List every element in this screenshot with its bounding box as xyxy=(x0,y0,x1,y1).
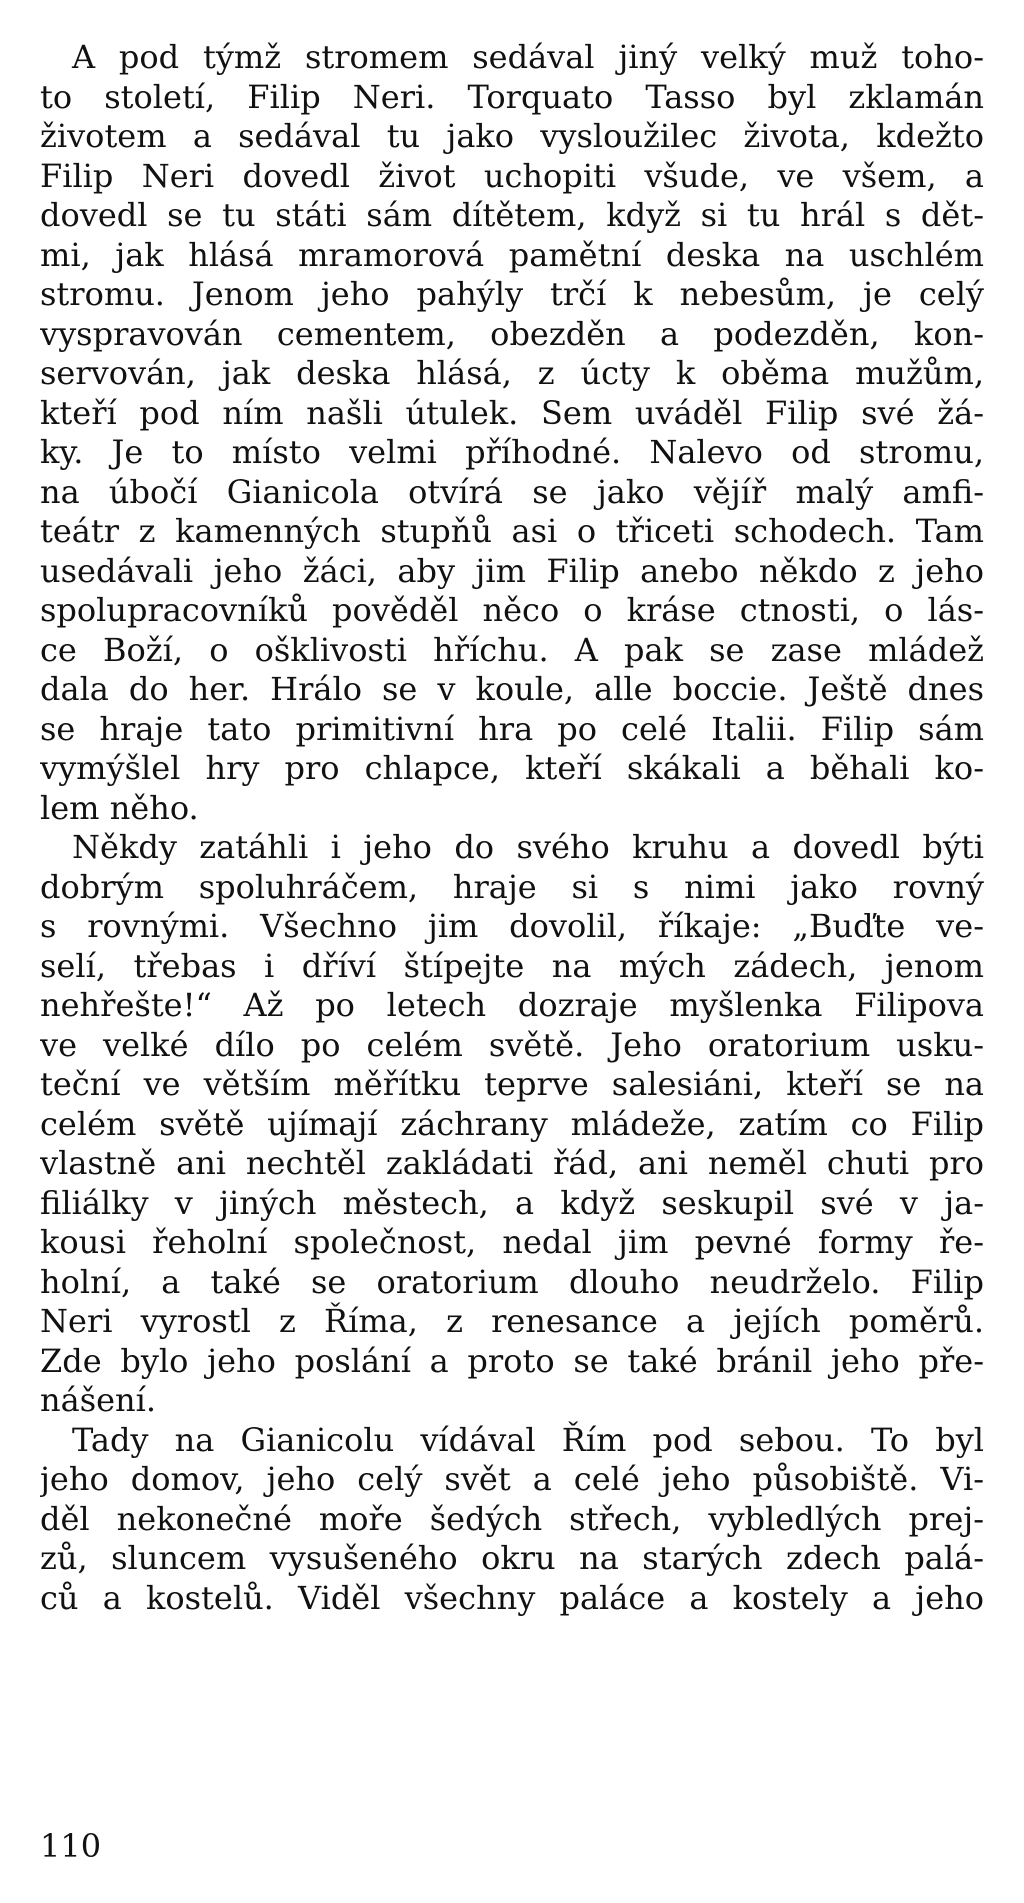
text-line: ců a kostelů. Viděl všechny paláce a kostely a jeho xyxy=(40,1578,984,1617)
text-line: dala do her. Hrálo se v koule, alle boccie. Ještě dnes xyxy=(40,670,984,708)
text-line: Tady na Gianicolu vídával Řím pod sebou. To byl xyxy=(72,1420,984,1459)
text-line: teční ve větším měřítku teprve salesiáni, kteří se na xyxy=(40,1065,984,1103)
text-line: životem a sedával tu jako vysloužilec života, kdežto xyxy=(40,117,984,155)
text-line: dovedl se tu státi sám dítětem, když si tu hrál s dět- xyxy=(40,196,984,234)
text-line: nehřešte!“ Až po letech dozraje myšlenka Filipova xyxy=(40,986,984,1024)
page-number: 110 xyxy=(40,1827,102,1865)
text-line: Někdy zatáhli i jeho do svého kruhu a dovedl býti xyxy=(72,828,984,866)
text-line: spolupracovníků pověděl něco o kráse ctnosti, o lás- xyxy=(40,591,984,629)
text-line: ce Boží, o ošklivosti hříchu. A pak se zase mládež xyxy=(40,630,984,669)
text-line: A pod týmž stromem sedával jiný velký muž toho- xyxy=(72,38,984,76)
text-line: holní, a také se oratorium dlouho neudrželo. Filip xyxy=(40,1262,984,1301)
page-text xyxy=(40,38,984,1870)
text-line: servován, jak deska hlásá, z úcty k oběma mužům, xyxy=(40,354,984,392)
text-line: ve velké dílo po celém světě. Jeho oratorium usku- xyxy=(40,1025,984,1064)
text-line: filiálky v jiných městech, a když seskupil své v ja- xyxy=(40,1183,984,1222)
text-line: kteří pod ním našli útulek. Sem uváděl Filip své žá- xyxy=(40,393,984,432)
text-line: jeho domov, jeho celý svět a celé jeho působiště. Vi- xyxy=(40,1460,984,1498)
text-line: Filip Neri dovedl život uchopiti všude, ve všem, a xyxy=(40,156,984,195)
text-line: teátr z kamenných stupňů asi o třiceti schodech. Tam xyxy=(40,512,984,550)
text-line: nášení. xyxy=(40,1381,157,1419)
text-line: na úbočí Gianicola otvírá se jako vějíř malý amfi- xyxy=(40,472,984,511)
text-line: kousi řeholní společnost, nedal jim pevné formy ře- xyxy=(40,1223,984,1261)
text-line: vyspravován cementem, obezděn a podezděn, kon- xyxy=(40,314,984,353)
text-line: s rovnými. Všechno jim dovolil, říkaje: „Buďte ve- xyxy=(40,907,984,945)
text-line: mi, jak hlásá mramorová pamětní deska na uschlém xyxy=(40,235,984,274)
text-line: ky. Je to místo velmi příhodné. Nalevo od stromu, xyxy=(40,433,984,471)
text-line: dobrým spoluhráčem, hraje si s nimi jako rovný xyxy=(40,867,984,906)
text-line: Zde bylo jeho poslání a proto se také bránil jeho pře- xyxy=(40,1341,984,1380)
text-line: lem něho. xyxy=(40,788,199,827)
text-line: stromu. Jenom jeho pahýly trčí k nebesům, je celý xyxy=(40,275,984,313)
text-line: selí, třebas i dříví štípejte na mých zádech, jenom xyxy=(40,946,984,985)
text-line: usedávali jeho žáci, aby jim Filip anebo někdo z jeho xyxy=(40,551,984,590)
text-line: vymýšlel hry pro chlapce, kteří skákali a běhali ko- xyxy=(40,749,984,787)
text-line: celém světě ujímají záchrany mládeže, zatím co Filip xyxy=(40,1104,984,1143)
text-line: děl nekonečné moře šedých střech, vybledlých prej- xyxy=(40,1499,984,1538)
text-line: zů, sluncem vysušeného okru na starých zdech palá- xyxy=(40,1539,984,1577)
text-line: Neri vyrostl z Říma, z renesance a jejích poměrů. xyxy=(40,1302,984,1340)
text-line: vlastně ani nechtěl zakládati řád, ani neměl chuti pro xyxy=(40,1144,984,1182)
text-line: to století, Filip Neri. Torquato Tasso byl zklamán xyxy=(40,77,984,116)
text-line: se hraje tato primitivní hra po celé Italii. Filip sám xyxy=(40,709,984,748)
